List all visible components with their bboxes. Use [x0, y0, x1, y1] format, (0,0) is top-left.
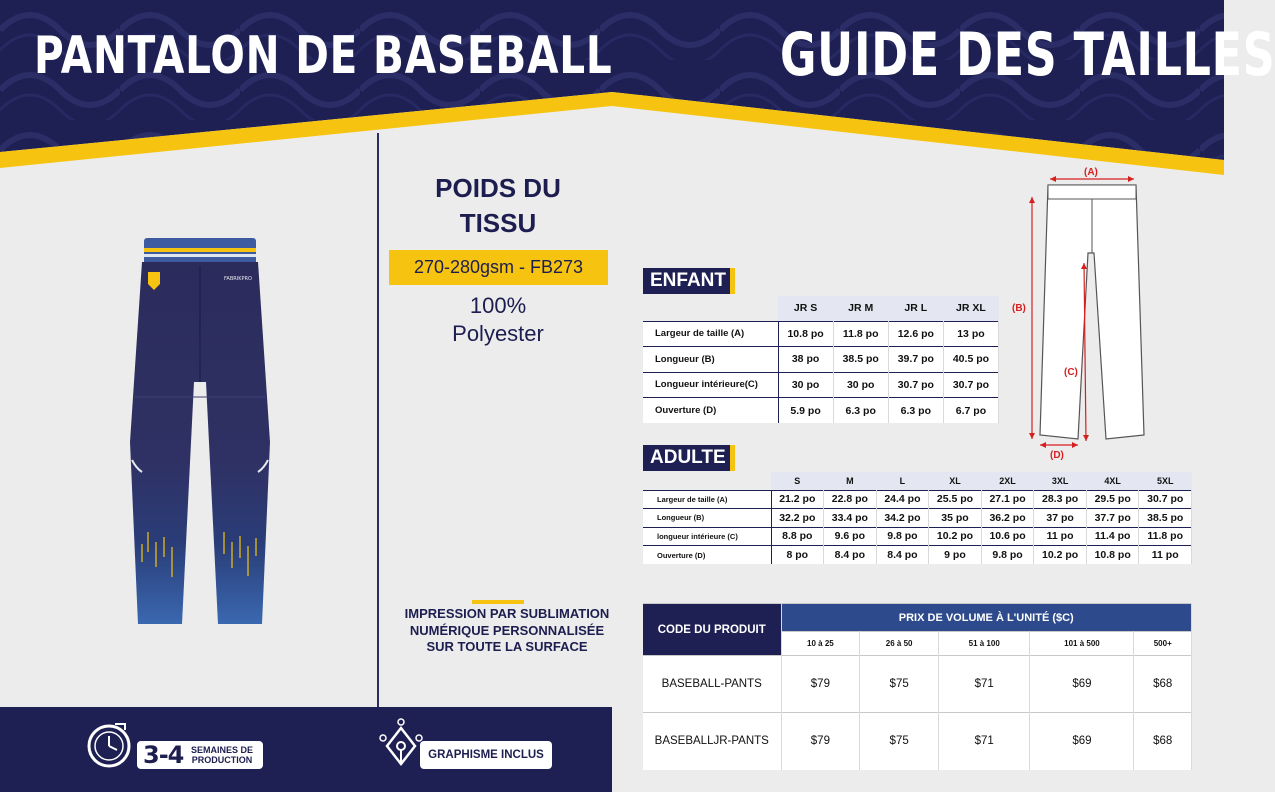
table-cell: 11.8 po — [833, 321, 888, 347]
fabric-code-badge: 270-280gsm - FB273 — [389, 250, 608, 285]
price-cell: $69 — [1030, 656, 1134, 713]
row-label: Longueur (B) — [643, 509, 771, 528]
table-cell: 8.8 po — [771, 527, 824, 546]
column-header: JR S — [778, 296, 833, 321]
product-code: BASEBALL-PANTS — [643, 656, 781, 713]
price-cell: $75 — [860, 713, 939, 770]
row-label: Longueur (B) — [643, 347, 778, 373]
column-header: L — [876, 472, 929, 490]
table-header-row — [643, 472, 1192, 490]
section-label-adulte: ADULTE — [643, 445, 730, 471]
table-cell: 6.7 po — [943, 398, 998, 424]
table-row — [643, 398, 999, 424]
table-row — [643, 546, 1192, 565]
pricing-table — [643, 603, 1192, 770]
table-row — [643, 713, 1192, 770]
column-header: S — [771, 472, 824, 490]
table-cell: 10.2 po — [1034, 546, 1087, 565]
table-cell: 11.8 po — [1139, 527, 1192, 546]
row-label: Longueur intérieure(C) — [643, 372, 778, 398]
table-header-row — [643, 296, 999, 321]
fabric-title: POIDS DU TISSU — [435, 173, 561, 238]
column-header: 5XL — [1139, 472, 1192, 490]
column-header: 3XL — [1034, 472, 1087, 490]
production-label: SEMAINES DE PRODUCTION — [190, 745, 253, 765]
table-cell: 30.7 po — [1139, 490, 1192, 509]
size-guide-title: GUIDE DES TAILLES — [780, 20, 1275, 90]
diagram-label-d: (D) — [1050, 450, 1064, 461]
table-cell: 38.5 po — [833, 347, 888, 373]
column-header: JR M — [833, 296, 888, 321]
row-label: Largeur de taille (A) — [643, 321, 778, 347]
table-cell: 35 po — [929, 509, 982, 528]
table-cell: 11 po — [1034, 527, 1087, 546]
table-cell: 10.6 po — [981, 527, 1034, 546]
table-cell: 9 po — [929, 546, 982, 565]
diagram-label-b: (B) — [1012, 303, 1026, 314]
row-label: Ouverture (D) — [643, 546, 771, 565]
table-cell: 30.7 po — [888, 372, 943, 398]
table-cell: 21.2 po — [771, 490, 824, 509]
header-banner — [0, 0, 1275, 175]
table-cell: 38.5 po — [1139, 509, 1192, 528]
table-cell: 29.5 po — [1086, 490, 1139, 509]
table-row — [643, 509, 1192, 528]
table-cell: 12.6 po — [888, 321, 943, 347]
price-cell: $69 — [1030, 713, 1134, 770]
product-code-header: CODE DU PRODUIT — [643, 604, 781, 656]
table-cell: 30 po — [778, 372, 833, 398]
tier-header: 10 à 25 — [781, 632, 860, 656]
price-cell: $75 — [860, 656, 939, 713]
table-cell: 11 po — [1139, 546, 1192, 565]
table-cell: 13 po — [943, 321, 998, 347]
print-note-accent — [472, 600, 524, 604]
tier-header: 500+ — [1134, 632, 1192, 656]
section-label-enfant: ENFANT — [643, 268, 730, 294]
table-cell: 36.2 po — [981, 509, 1034, 528]
tier-header: 26 à 50 — [860, 632, 939, 656]
fabric-material — [398, 292, 598, 348]
enfant-size-table — [643, 296, 999, 423]
table-row — [643, 656, 1192, 713]
pants-image — [120, 232, 280, 632]
table-cell: 39.7 po — [888, 347, 943, 373]
column-header: 4XL — [1086, 472, 1139, 490]
price-cell: $68 — [1134, 656, 1192, 713]
pricing-header-row — [643, 604, 1192, 632]
table-row — [643, 372, 999, 398]
table-cell: 8 po — [771, 546, 824, 565]
table-row — [643, 490, 1192, 509]
design-included-badge: GRAPHISME INCLUS — [420, 741, 552, 769]
table-cell: 27.1 po — [981, 490, 1034, 509]
table-cell: 10.2 po — [929, 527, 982, 546]
table-cell: 11.4 po — [1086, 527, 1139, 546]
price-cell: $68 — [1134, 713, 1192, 770]
table-cell: 33.4 po — [824, 509, 877, 528]
table-cell: 32.2 po — [771, 509, 824, 528]
clock-icon — [85, 718, 137, 770]
pants-brand-mark: FABRIKPRO — [224, 276, 252, 282]
tier-header: 51 à 100 — [939, 632, 1030, 656]
price-cell: $79 — [781, 713, 860, 770]
diagram-label-c: (C) — [1064, 367, 1078, 378]
table-cell: 5.9 po — [778, 398, 833, 424]
table-cell: 25.5 po — [929, 490, 982, 509]
price-cell: $71 — [939, 713, 1030, 770]
fabric-material-percent: 100% — [469, 293, 527, 318]
row-label: Largeur de taille (A) — [643, 490, 771, 509]
tier-header: 101 à 500 — [1030, 632, 1134, 656]
table-cell: 30 po — [833, 372, 888, 398]
production-time-badge — [137, 741, 263, 769]
table-cell: 24.4 po — [876, 490, 929, 509]
table-header-empty — [643, 296, 778, 321]
table-cell: 10.8 po — [1086, 546, 1139, 565]
row-label: longueur intérieure (C) — [643, 527, 771, 546]
table-cell: 38 po — [778, 347, 833, 373]
table-cell: 40.5 po — [943, 347, 998, 373]
table-cell: 6.3 po — [888, 398, 943, 424]
table-header-empty — [643, 472, 771, 490]
measurement-diagram — [1000, 163, 1170, 463]
column-header: JR L — [888, 296, 943, 321]
table-cell: 22.8 po — [824, 490, 877, 509]
table-cell: 8.4 po — [876, 546, 929, 565]
table-cell: 9.8 po — [876, 527, 929, 546]
column-header: M — [824, 472, 877, 490]
adulte-size-table — [643, 472, 1192, 564]
diagram-label-a: (A) — [1084, 167, 1098, 178]
table-row — [643, 321, 999, 347]
table-cell: 34.2 po — [876, 509, 929, 528]
column-header: XL — [929, 472, 982, 490]
page-title: PANTALON DE BASEBALL — [34, 26, 613, 86]
table-row — [643, 527, 1192, 546]
print-note: IMPRESSION PAR SUBLIMATION NUMÉRIQUE PERSONNALISÉE SUR TOUTE LA SURFACE — [404, 606, 610, 654]
price-cell: $79 — [781, 656, 860, 713]
table-cell: 6.3 po — [833, 398, 888, 424]
product-code: BASEBALLJR-PANTS — [643, 713, 781, 770]
table-cell: 9.8 po — [981, 546, 1034, 565]
row-label: Ouverture (D) — [643, 398, 778, 424]
column-header: 2XL — [981, 472, 1034, 490]
table-cell: 30.7 po — [943, 372, 998, 398]
table-cell: 9.6 po — [824, 527, 877, 546]
table-cell: 37.7 po — [1086, 509, 1139, 528]
table-cell: 10.8 po — [778, 321, 833, 347]
table-cell: 8.4 po — [824, 546, 877, 565]
table-cell: 28.3 po — [1034, 490, 1087, 509]
volume-price-header: PRIX DE VOLUME À L'UNITÉ ($C) — [781, 604, 1192, 632]
table-cell: 37 po — [1034, 509, 1087, 528]
table-row — [643, 347, 999, 373]
fabric-material-name: Polyester — [452, 321, 544, 346]
price-cell: $71 — [939, 656, 1030, 713]
vertical-divider — [377, 133, 379, 707]
column-header: JR XL — [943, 296, 998, 321]
production-weeks: 3-4 — [143, 741, 184, 769]
